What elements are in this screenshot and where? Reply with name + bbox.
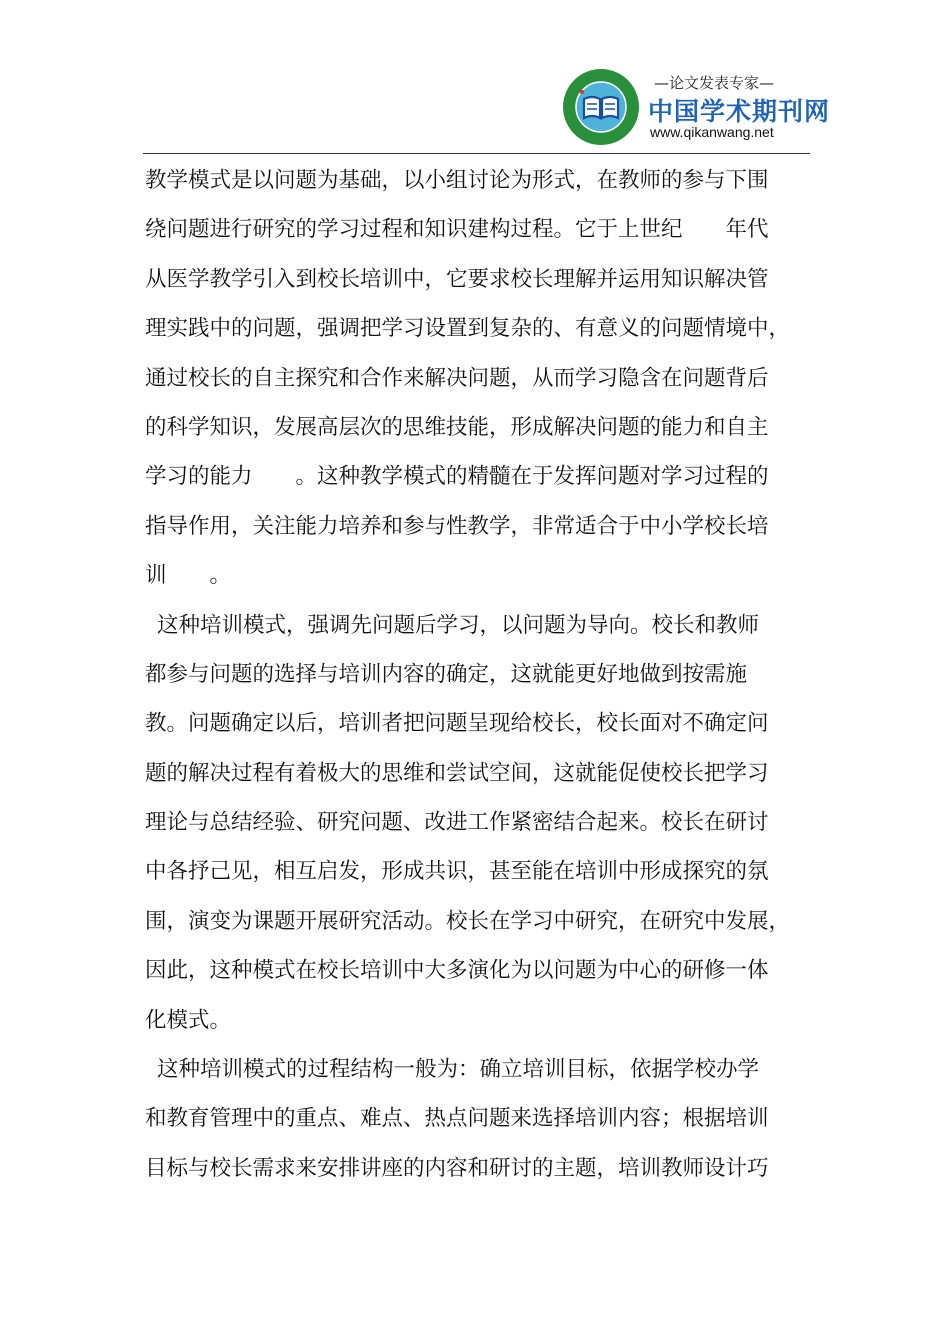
qikanwang-logo — [562, 68, 831, 148]
text-line: 目标与校长需求来安排讲座的内容和研讨的主题，培训教师设计巧 — [145, 1155, 769, 1181]
text-line: 学习的能力 。这种教学模式的精髓在于发挥问题对学习过程的 — [145, 464, 769, 490]
logo-name: 中国学术期刊网 — [648, 97, 831, 126]
book-seal-icon — [562, 68, 640, 146]
text-line: 指导作用，关注能力培养和参与性教学，非常适合于中小学校长培 — [145, 513, 769, 539]
text-line: 题的解决过程有着极大的思维和尝试空间，这就能促使校长把学习 — [145, 760, 769, 786]
text-line: 因此，这种模式在校长培训中大多演化为以问题为中心的研修一体 — [145, 958, 769, 984]
text-line: 化模式。 — [145, 1007, 232, 1033]
text-line: 中各抒己见，相互启发，形成共识，甚至能在培训中形成探究的氛 — [145, 859, 769, 885]
text-line: 的科学知识，发展高层次的思维技能，形成解决问题的能力和自主 — [145, 414, 769, 440]
text-line: 训 。 — [145, 563, 232, 589]
logo-url: www.qikanwang.net — [650, 124, 774, 140]
text-line: 绕问题进行研究的学习过程和知识建构过程。它于上世纪 年代 — [145, 217, 769, 243]
logo-tagline: —论文发表专家— — [654, 74, 775, 92]
text-line: 通过校长的自主探究和合作来解决问题，从而学习隐含在问题背后 — [145, 365, 769, 391]
text-line: 都参与问题的选择与培训内容的确定，这就能更好地做到按需施 — [145, 661, 748, 687]
paragraph-start-line: 这种培训模式，强调先问题后学习，以问题为导向。校长和教师 — [157, 612, 760, 638]
text-line: 教学模式是以问题为基础，以小组讨论为形式，在教师的参与下围 — [145, 168, 769, 193]
text-line: 理实践中的问题，强调把学习设置到复杂的、有意义的问题情境中， — [145, 316, 791, 342]
paragraph-start-line: 这种培训模式的过程结构一般为：确立培训目标，依据学校办学 — [157, 1057, 760, 1083]
text-line: 围，演变为课题开展研究活动。校长在学习中研究，在研究中发展， — [145, 908, 791, 934]
header-divider — [143, 153, 810, 154]
text-line: 理论与总结经验、研究问题、改进工作紧密结合起来。校长在研讨 — [145, 810, 769, 836]
text-line: 从医学教学引入到校长培训中，它要求校长理解并运用知识解决管 — [145, 266, 769, 292]
text-line: 教。问题确定以后，培训者把问题呈现给校长，校长面对不确定问 — [145, 711, 769, 737]
text-line: 和教育管理中的重点、难点、热点问题来选择培训内容；根据培训 — [145, 1106, 769, 1132]
document-body — [145, 156, 805, 1193]
